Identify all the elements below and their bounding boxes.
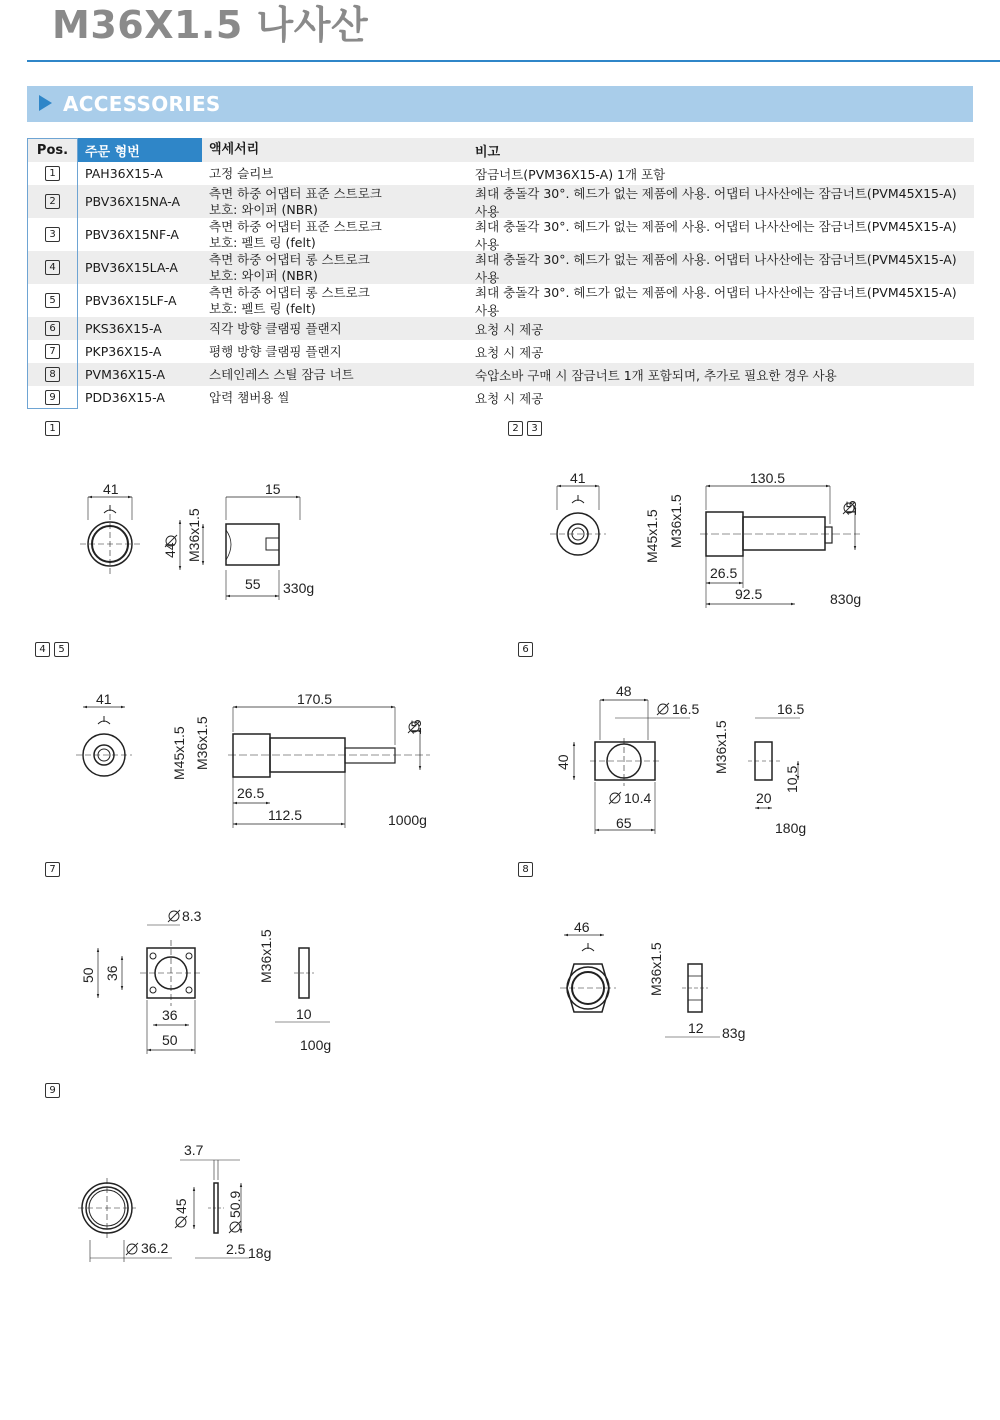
svg-text:15: 15 (265, 481, 281, 497)
remark: 최대 충돌각 30°. 헤드가 없는 제품에 사용. 어댑터 나사산에는 잠금너트(PVM45X15-A) 사용 (475, 185, 957, 219)
pos-number: 2 (45, 194, 60, 209)
page-title: M36X1.5 나사산 (52, 3, 369, 47)
remark: 요청 시 제공 (475, 344, 544, 360)
svg-text:40: 40 (555, 754, 571, 770)
accessory-name: 평행 방향 클램핑 플랜지 (209, 343, 342, 359)
svg-text:36.2: 36.2 (141, 1240, 169, 1256)
svg-text:M36x1.5: M36x1.5 (194, 716, 210, 770)
svg-text:65: 65 (616, 815, 632, 831)
order-code: PKS36X15-A (85, 321, 162, 336)
svg-text:170.5: 170.5 (297, 691, 333, 707)
pos-number: 5 (45, 293, 60, 308)
svg-text:83g: 83g (722, 1025, 746, 1041)
accessory-name: 직각 방향 클램핑 플랜지 (209, 320, 342, 336)
order-code: PBV36X15LF-A (85, 293, 177, 308)
pos-number: 3 (45, 227, 60, 242)
svg-text:41: 41 (96, 691, 112, 707)
accessory-name: 스테인레스 스틸 잠금 너트 (209, 366, 354, 382)
svg-text:3.7: 3.7 (184, 1142, 204, 1158)
accessory-name: 고정 슬리브 (209, 165, 274, 181)
remark: 최대 충돌각 30°. 헤드가 없는 제품에 사용. 어댑터 나사산에는 잠금너트(PVM45X15-A) 사용 (475, 218, 957, 252)
svg-text:1000g: 1000g (388, 812, 427, 828)
drawing-right-angle-clamping-flange (574, 700, 800, 834)
svg-text:M36x1.5: M36x1.5 (668, 494, 684, 548)
drawing-label-7: 7 (45, 862, 60, 877)
svg-text:M36x1.5: M36x1.5 (258, 929, 274, 983)
pos-number: 4 (45, 260, 60, 275)
header-accessory: 액세서리 (209, 142, 260, 157)
svg-text:92.5: 92.5 (735, 586, 763, 602)
order-code: PBV36X15NF-A (85, 227, 179, 242)
accessory-name: 압력 챔버용 씰 (209, 389, 290, 405)
accessory-name: 측면 하중 어댑터 롱 스트로크 (209, 251, 370, 267)
svg-text:46: 46 (574, 919, 590, 935)
svg-text:50.9: 50.9 (227, 1190, 243, 1218)
svg-text:15: 15 (408, 719, 424, 735)
svg-text:36: 36 (162, 1007, 178, 1023)
svg-text:330g: 330g (283, 580, 315, 596)
drawing-label-6: 6 (518, 642, 533, 657)
svg-text:M36x1.5: M36x1.5 (186, 508, 202, 562)
pos-number: 6 (45, 321, 60, 336)
svg-text:50: 50 (80, 967, 96, 983)
wrench-icon (104, 505, 116, 513)
svg-text:10: 10 (296, 1006, 312, 1022)
wrench-icon (582, 943, 594, 951)
accessory-detail: 보호: 펠트 링 (felt) (209, 234, 316, 250)
order-code: PDD36X15-A (85, 390, 165, 405)
header-remark: 비고 (475, 144, 501, 160)
svg-text:20: 20 (756, 790, 772, 806)
order-code: PBV36X15LA-A (85, 260, 178, 275)
drawing-label-1: 1 (45, 421, 60, 436)
svg-text:16.5: 16.5 (777, 701, 805, 717)
wrench-icon (572, 495, 584, 503)
accessory-detail: 보호: 와이퍼 (NBR) (209, 267, 318, 283)
svg-text:112.5: 112.5 (268, 807, 302, 823)
drawing-side-load-adapter-long (76, 707, 430, 828)
svg-text:44: 44 (162, 542, 178, 558)
svg-text:130.5: 130.5 (750, 470, 786, 486)
svg-text:41: 41 (570, 470, 586, 486)
pos-number: 7 (45, 344, 60, 359)
pos-number: 9 (45, 390, 60, 405)
banner-title: ACCESSORIES (63, 92, 221, 116)
remark: 요청 시 제공 (475, 390, 544, 406)
svg-text:16.5: 16.5 (672, 701, 700, 717)
drawing-label-8: 8 (518, 862, 533, 877)
svg-text:180g: 180g (775, 820, 807, 836)
svg-text:45: 45 (173, 1198, 189, 1214)
accessory-detail: 보호: 펠트 링 (felt) (209, 300, 316, 316)
header-code: 주문 형번 (78, 138, 202, 162)
accessory-name: 측면 하중 어댑터 롱 스트로크 (209, 284, 370, 300)
svg-text:26.5: 26.5 (710, 565, 738, 581)
pos-number: 1 (45, 166, 60, 181)
svg-text:100g: 100g (300, 1037, 332, 1053)
svg-text:2.5: 2.5 (226, 1241, 246, 1257)
svg-text:M36x1.5: M36x1.5 (713, 720, 729, 774)
order-code: PKP36X15-A (85, 344, 162, 359)
header-pos: Pos. (27, 138, 78, 162)
wrench-icon (98, 716, 110, 724)
svg-text:10.5: 10.5 (784, 765, 800, 793)
svg-text:48: 48 (616, 683, 632, 699)
svg-text:41: 41 (103, 481, 119, 497)
accessory-name: 측면 하중 어댑터 표준 스트로크 (209, 218, 382, 234)
order-code: PAH36X15-A (85, 166, 163, 181)
remark: 최대 충돌각 30°. 헤드가 없는 제품에 사용. 어댑터 나사산에는 잠금너트(PVM45X15-A) 사용 (475, 284, 957, 318)
svg-text:26.5: 26.5 (237, 785, 265, 801)
remark: 잠금너트(PVM36X15-A) 1개 포함 (475, 166, 666, 182)
order-code: PVM36X15-A (85, 367, 166, 382)
drawing-parallel-clamping-flange (98, 925, 330, 1054)
svg-text:50: 50 (162, 1032, 178, 1048)
svg-text:10.4: 10.4 (624, 790, 652, 806)
drawing-label-4-5: 4 5 (35, 642, 69, 657)
svg-text:M45x1.5: M45x1.5 (644, 509, 660, 563)
svg-text:15: 15 (843, 500, 859, 516)
drawing-label-9: 9 (45, 1083, 60, 1098)
remark: 숙압소바 구매 시 잠금너트 1개 포함되며, 추가로 필요한 경우 사용 (475, 367, 837, 383)
svg-text:M45x1.5: M45x1.5 (171, 726, 187, 780)
svg-text:830g: 830g (830, 591, 862, 607)
remark: 요청 시 제공 (475, 321, 544, 337)
svg-text:M36x1.5: M36x1.5 (648, 942, 664, 996)
remark: 최대 충돌각 30°. 헤드가 없는 제품에 사용. 어댑터 나사산에는 잠금너트(PVM45X15-A) 사용 (475, 251, 957, 285)
pos-number: 8 (45, 367, 60, 382)
order-code: PBV36X15NA-A (85, 194, 181, 209)
drawing-label-2-3: 2 3 (508, 421, 542, 436)
drawing-side-load-adapter-standard (550, 486, 860, 608)
accessory-name: 측면 하중 어댑터 표준 스트로크 (209, 185, 382, 201)
svg-text:12: 12 (688, 1020, 704, 1036)
svg-text:8.3: 8.3 (182, 908, 202, 924)
svg-text:18g: 18g (248, 1245, 272, 1261)
svg-text:55: 55 (245, 576, 261, 592)
svg-text:36: 36 (104, 965, 120, 981)
accessory-detail: 보호: 와이퍼 (NBR) (209, 201, 318, 217)
